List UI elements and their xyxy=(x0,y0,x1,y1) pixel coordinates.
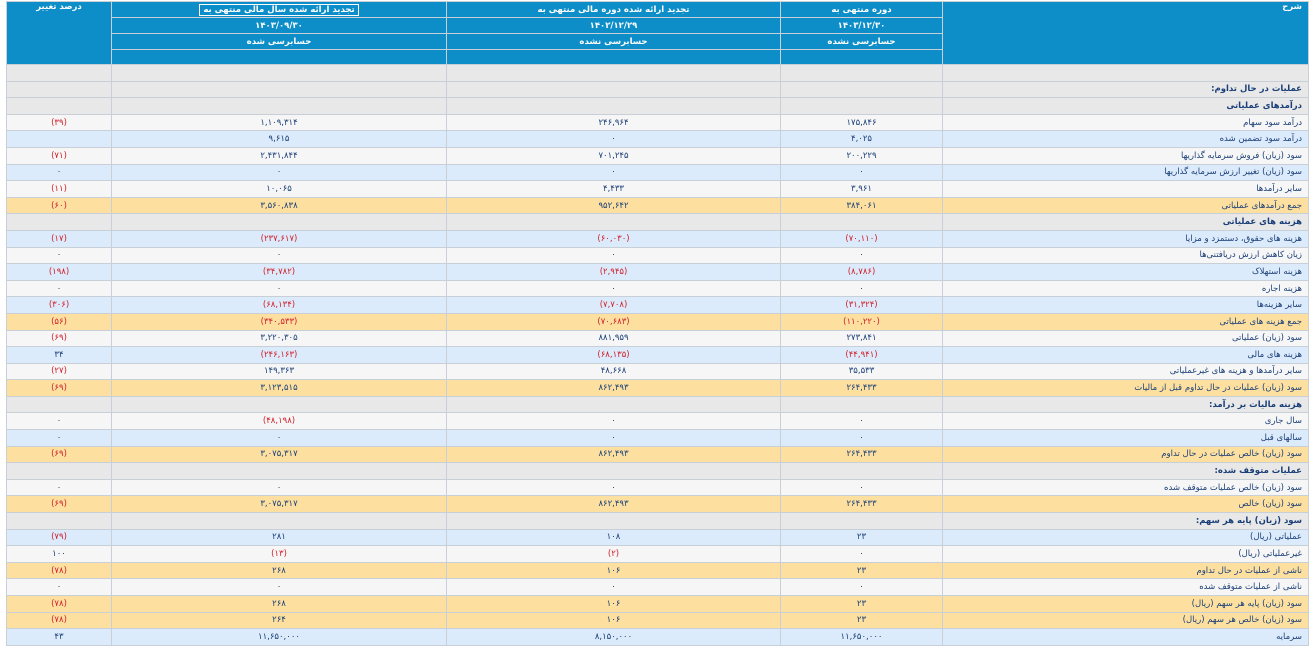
cell-percent-change: (۶۹) xyxy=(7,330,112,347)
cell-percent-change: (۶۹) xyxy=(7,380,112,397)
cell-year-prior: ۱۱,۶۵۰,۰۰۰ xyxy=(112,629,447,646)
table-row xyxy=(7,413,1309,430)
cell-percent-change: (۶۹) xyxy=(7,496,112,513)
table-row xyxy=(7,430,1309,447)
header-spacer xyxy=(447,50,781,65)
cell-year-prior: ۰ xyxy=(112,430,447,447)
cell-year-prior: (۲۴۶,۱۶۳) xyxy=(112,347,447,364)
cell-percent-change xyxy=(7,65,112,82)
cell-year-prior: (۳۴,۷۸۲) xyxy=(112,264,447,281)
col2-date: ۱۴۰۲/۱۲/۲۹ xyxy=(447,18,781,34)
cell-year-prior xyxy=(112,98,447,115)
cell-period-current: (۳۱,۳۲۴) xyxy=(781,297,943,314)
cell-period-current: ۲۰۰,۲۲۹ xyxy=(781,147,943,164)
table-row xyxy=(7,280,1309,297)
table-row xyxy=(7,181,1309,198)
cell-period-prior: ۸,۱۵۰,۰۰۰ xyxy=(447,629,781,646)
table-row xyxy=(7,363,1309,380)
cell-year-prior xyxy=(112,396,447,413)
cell-percent-change xyxy=(7,513,112,530)
cell-period-prior: ۰ xyxy=(447,131,781,148)
table-row xyxy=(7,264,1309,281)
table-row xyxy=(7,164,1309,181)
table-row xyxy=(7,147,1309,164)
cell-percent-change: ۳۴ xyxy=(7,347,112,364)
cell-period-current: ۲۶۴,۴۳۳ xyxy=(781,446,943,463)
cell-period-prior: (۷,۷۰۸) xyxy=(447,297,781,314)
cell-year-prior: ۲,۴۳۱,۸۴۴ xyxy=(112,147,447,164)
cell-period-prior xyxy=(447,513,781,530)
percent-change-header: درصد تغییر xyxy=(7,2,112,65)
col3-title: تجدید ارائه شده سال مالی منتهی به xyxy=(112,2,447,18)
cell-period-current: ۰ xyxy=(781,164,943,181)
row-label: سود (زیان) خالص هر سهم (ریال) xyxy=(943,612,1309,629)
table-row xyxy=(7,247,1309,264)
cell-period-current xyxy=(781,98,943,115)
cell-percent-change: (۷۸) xyxy=(7,562,112,579)
col2-title: تجدید ارائه شده دوره مالی منتهی به xyxy=(447,2,781,18)
col2-status: حسابرسی نشده xyxy=(447,34,781,50)
cell-year-prior: (۲۳۷,۶۱۷) xyxy=(112,230,447,247)
row-label: سود (زیان) خالص عملیات متوقف شده xyxy=(943,479,1309,496)
section-row xyxy=(7,396,1309,413)
table-row xyxy=(7,546,1309,563)
cell-percent-change: ۰ xyxy=(7,247,112,264)
cell-period-current: ۲۷۳,۸۴۱ xyxy=(781,330,943,347)
row-label: هزینه اجاره xyxy=(943,280,1309,297)
cell-year-prior: (۴۸,۱۹۸) xyxy=(112,413,447,430)
cell-year-prior: ۱۰,۰۶۵ xyxy=(112,181,447,198)
table-row xyxy=(7,596,1309,613)
cell-period-current xyxy=(781,81,943,98)
cell-period-prior: ۲۴۶,۹۶۴ xyxy=(447,114,781,131)
cell-percent-change: (۷۱) xyxy=(7,147,112,164)
cell-year-prior: (۶۸,۱۳۴) xyxy=(112,297,447,314)
table-row xyxy=(7,446,1309,463)
cell-period-prior: ۸۶۲,۴۹۳ xyxy=(447,380,781,397)
cell-period-prior: (۶۸,۱۳۵) xyxy=(447,347,781,364)
row-label: درآمد سود تضمین شده xyxy=(943,131,1309,148)
cell-period-current: ۱۱,۶۵۰,۰۰۰ xyxy=(781,629,943,646)
cell-percent-change xyxy=(7,463,112,480)
row-label: هزینه های حقوق، دستمزد و مزایا xyxy=(943,230,1309,247)
statement-body xyxy=(7,65,1309,646)
cell-percent-change xyxy=(7,214,112,231)
cell-period-current xyxy=(781,65,943,82)
row-label: هزینه مالیات بر درآمد: xyxy=(943,396,1309,413)
cell-period-current: ۱۷۵,۸۴۶ xyxy=(781,114,943,131)
cell-period-current: ۰ xyxy=(781,247,943,264)
income-statement-table xyxy=(6,1,1309,646)
cell-year-prior xyxy=(112,214,447,231)
row-label: ناشی از عملیات متوقف شده xyxy=(943,579,1309,596)
cell-percent-change xyxy=(7,81,112,98)
cell-period-current: ۲۶۴,۴۳۳ xyxy=(781,496,943,513)
cell-percent-change: (۳۰۶) xyxy=(7,297,112,314)
table-row xyxy=(7,380,1309,397)
section-row xyxy=(7,98,1309,115)
table-row xyxy=(7,114,1309,131)
cell-period-prior xyxy=(447,98,781,115)
col3-status: حسابرسی شده xyxy=(112,34,447,50)
cell-year-prior: ۰ xyxy=(112,164,447,181)
cell-year-prior: ۰ xyxy=(112,247,447,264)
cell-year-prior: ۲۸۱ xyxy=(112,529,447,546)
cell-year-prior xyxy=(112,81,447,98)
row-label: سال جاری xyxy=(943,413,1309,430)
row-label: سایر درآمدها xyxy=(943,181,1309,198)
cell-period-prior: ۰ xyxy=(447,579,781,596)
cell-percent-change: ۰ xyxy=(7,479,112,496)
cell-percent-change: (۳۹) xyxy=(7,114,112,131)
cell-percent-change: (۷۸) xyxy=(7,596,112,613)
cell-period-prior xyxy=(447,214,781,231)
cell-year-prior: (۱۳) xyxy=(112,546,447,563)
description-header: شرح xyxy=(943,2,1309,65)
section-row xyxy=(7,463,1309,480)
row-label: سایر هزینه‌ها xyxy=(943,297,1309,314)
cell-percent-change: (۲۷) xyxy=(7,363,112,380)
table-row xyxy=(7,612,1309,629)
table-row xyxy=(7,131,1309,148)
cell-year-prior: ۳,۱۲۳,۵۱۵ xyxy=(112,380,447,397)
table-row xyxy=(7,297,1309,314)
cell-period-current: ۰ xyxy=(781,413,943,430)
cell-period-prior: ۰ xyxy=(447,479,781,496)
cell-percent-change: (۵۶) xyxy=(7,313,112,330)
cell-percent-change xyxy=(7,396,112,413)
table-row xyxy=(7,313,1309,330)
table-row xyxy=(7,562,1309,579)
row-label: عملیات در حال تداوم: xyxy=(943,81,1309,98)
header-spacer xyxy=(112,50,447,65)
cell-period-current xyxy=(781,513,943,530)
cell-period-current xyxy=(781,214,943,231)
section-row xyxy=(7,513,1309,530)
cell-period-prior xyxy=(447,396,781,413)
cell-period-current: ۲۳ xyxy=(781,562,943,579)
cell-year-prior: ۳,۰۷۵,۳۱۷ xyxy=(112,496,447,513)
row-label: سود (زیان) خالص xyxy=(943,496,1309,513)
row-label: سایر درآمدها و هزینه های غیرعملیاتی xyxy=(943,363,1309,380)
table-row xyxy=(7,529,1309,546)
cell-period-current: ۳,۹۶۱ xyxy=(781,181,943,198)
cell-period-current: (۸,۷۸۶) xyxy=(781,264,943,281)
row-label: غیرعملیاتی (ریال) xyxy=(943,546,1309,563)
cell-percent-change: (۱۷) xyxy=(7,230,112,247)
col1-title: دوره منتهی به xyxy=(781,2,943,18)
cell-period-prior: ۱۰۶ xyxy=(447,612,781,629)
row-label: سود (زیان) تغییر ارزش سرمایه گذاریها xyxy=(943,164,1309,181)
cell-period-prior xyxy=(447,65,781,82)
row-label: سود (زیان) خالص عملیات در حال تداوم xyxy=(943,446,1309,463)
cell-period-current: ۲۳ xyxy=(781,529,943,546)
cell-percent-change: ۰ xyxy=(7,430,112,447)
table-row xyxy=(7,479,1309,496)
table-row xyxy=(7,230,1309,247)
table-row xyxy=(7,197,1309,214)
cell-year-prior: ۳,۲۲۰,۳۰۵ xyxy=(112,330,447,347)
row-label: درآمدهای عملیاتی xyxy=(943,98,1309,115)
cell-period-current xyxy=(781,463,943,480)
row-label: سرمایه xyxy=(943,629,1309,646)
cell-period-current: (۷۰,۱۱۰) xyxy=(781,230,943,247)
row-label: سود (زیان) عملیات در حال تداوم قبل از مالیات xyxy=(943,380,1309,397)
section-row xyxy=(7,81,1309,98)
cell-period-prior xyxy=(447,463,781,480)
cell-year-prior: ۰ xyxy=(112,479,447,496)
cell-period-prior: ۰ xyxy=(447,280,781,297)
cell-percent-change: (۱۹۸) xyxy=(7,264,112,281)
col3-date: ۱۴۰۳/۰۹/۳۰ xyxy=(112,18,447,34)
cell-year-prior: ۳,۰۷۵,۳۱۷ xyxy=(112,446,447,463)
cell-percent-change: (۶۹) xyxy=(7,446,112,463)
cell-year-prior: ۳,۵۶۰,۸۳۸ xyxy=(112,197,447,214)
cell-period-current: (۴۴,۹۴۱) xyxy=(781,347,943,364)
cell-period-current: ۲۳ xyxy=(781,596,943,613)
table-row xyxy=(7,579,1309,596)
cell-period-current: ۲۶۴,۴۳۳ xyxy=(781,380,943,397)
row-label: ناشی از عملیات در حال تداوم xyxy=(943,562,1309,579)
row-label: جمع درآمدهای عملیاتی xyxy=(943,197,1309,214)
cell-percent-change xyxy=(7,131,112,148)
table-row xyxy=(7,65,1309,82)
cell-period-prior: (۶۰,۰۳۰) xyxy=(447,230,781,247)
cell-year-prior: ۲۶۸ xyxy=(112,562,447,579)
cell-year-prior xyxy=(112,65,447,82)
cell-percent-change: ۰ xyxy=(7,280,112,297)
row-label: عملیاتی (ریال) xyxy=(943,529,1309,546)
cell-period-prior: ۰ xyxy=(447,430,781,447)
cell-period-current: ۳۸۴,۰۶۱ xyxy=(781,197,943,214)
row-label: عملیات متوقف شده: xyxy=(943,463,1309,480)
row-label: جمع هزینه های عملیاتی xyxy=(943,313,1309,330)
cell-year-prior: (۳۴۰,۵۳۳) xyxy=(112,313,447,330)
row-label: سود (زیان) پایه هر سهم: xyxy=(943,513,1309,530)
cell-percent-change: ۴۳ xyxy=(7,629,112,646)
header-spacer xyxy=(781,50,943,65)
cell-period-prior: ۷۰۱,۲۴۵ xyxy=(447,147,781,164)
cell-period-prior: (۲) xyxy=(447,546,781,563)
cell-period-prior: ۰ xyxy=(447,413,781,430)
cell-period-prior: ۰ xyxy=(447,247,781,264)
cell-year-prior: ۲۶۸ xyxy=(112,596,447,613)
cell-year-prior xyxy=(112,463,447,480)
row-label: هزینه استهلاک xyxy=(943,264,1309,281)
cell-percent-change: ۰ xyxy=(7,579,112,596)
cell-year-prior: ۰ xyxy=(112,280,447,297)
cell-period-current: ۴,۰۲۵ xyxy=(781,131,943,148)
cell-period-current: (۱۱۰,۲۲۰) xyxy=(781,313,943,330)
cell-period-prior: ۹۵۲,۶۴۲ xyxy=(447,197,781,214)
cell-period-prior: (۷۰,۶۸۳) xyxy=(447,313,781,330)
cell-percent-change xyxy=(7,98,112,115)
cell-period-current: ۰ xyxy=(781,579,943,596)
row-label: هزینه های عملیاتی xyxy=(943,214,1309,231)
cell-period-prior: ۰ xyxy=(447,164,781,181)
cell-period-prior: ۱۰۸ xyxy=(447,529,781,546)
cell-percent-change: (۶۰) xyxy=(7,197,112,214)
row-label: زیان کاهش ارزش دریافتنی‌ها xyxy=(943,247,1309,264)
col1-date: ۱۴۰۳/۱۲/۳۰ xyxy=(781,18,943,34)
row-label: سود (زیان) پایه هر سهم (ریال) xyxy=(943,596,1309,613)
cell-percent-change: ۱۰۰ xyxy=(7,546,112,563)
table-row xyxy=(7,629,1309,646)
cell-percent-change: ۰ xyxy=(7,413,112,430)
section-row xyxy=(7,214,1309,231)
table-row xyxy=(7,496,1309,513)
col1-status: حسابرسی نشده xyxy=(781,34,943,50)
cell-period-current: ۰ xyxy=(781,430,943,447)
row-label: سود (زیان) عملیاتی xyxy=(943,330,1309,347)
cell-year-prior: ۲۶۴ xyxy=(112,612,447,629)
row-label: سود (زیان) فروش سرمایه گذاریها xyxy=(943,147,1309,164)
table-row xyxy=(7,347,1309,364)
cell-period-prior: ۸۶۲,۴۹۳ xyxy=(447,446,781,463)
cell-year-prior xyxy=(112,513,447,530)
cell-period-prior: ۸۸۱,۹۵۹ xyxy=(447,330,781,347)
cell-percent-change: (۱۱) xyxy=(7,181,112,198)
cell-period-current: ۰ xyxy=(781,546,943,563)
cell-period-current: ۰ xyxy=(781,479,943,496)
cell-period-current: ۳۵,۵۳۳ xyxy=(781,363,943,380)
cell-period-prior: ۴,۴۳۳ xyxy=(447,181,781,198)
cell-percent-change: (۷۸) xyxy=(7,612,112,629)
cell-year-prior: ۱۴۹,۳۶۳ xyxy=(112,363,447,380)
cell-period-current xyxy=(781,396,943,413)
row-label xyxy=(943,65,1309,82)
cell-period-current: ۲۳ xyxy=(781,612,943,629)
cell-period-prior: ۱۰۶ xyxy=(447,562,781,579)
row-label: هزینه های مالی xyxy=(943,347,1309,364)
cell-period-prior xyxy=(447,81,781,98)
cell-period-prior: (۲,۹۴۵) xyxy=(447,264,781,281)
cell-period-prior: ۸۶۲,۴۹۳ xyxy=(447,496,781,513)
cell-year-prior: ۹,۶۱۵ xyxy=(112,131,447,148)
cell-percent-change: ۰ xyxy=(7,164,112,181)
cell-period-current: ۰ xyxy=(781,280,943,297)
cell-year-prior: ۱,۱۰۹,۳۱۴ xyxy=(112,114,447,131)
table-row xyxy=(7,330,1309,347)
row-label: سالهای قبل xyxy=(943,430,1309,447)
cell-percent-change: (۷۹) xyxy=(7,529,112,546)
cell-period-prior: ۱۰۶ xyxy=(447,596,781,613)
row-label: درآمد سود سهام xyxy=(943,114,1309,131)
cell-period-prior: ۴۸,۶۶۸ xyxy=(447,363,781,380)
cell-year-prior: ۰ xyxy=(112,579,447,596)
